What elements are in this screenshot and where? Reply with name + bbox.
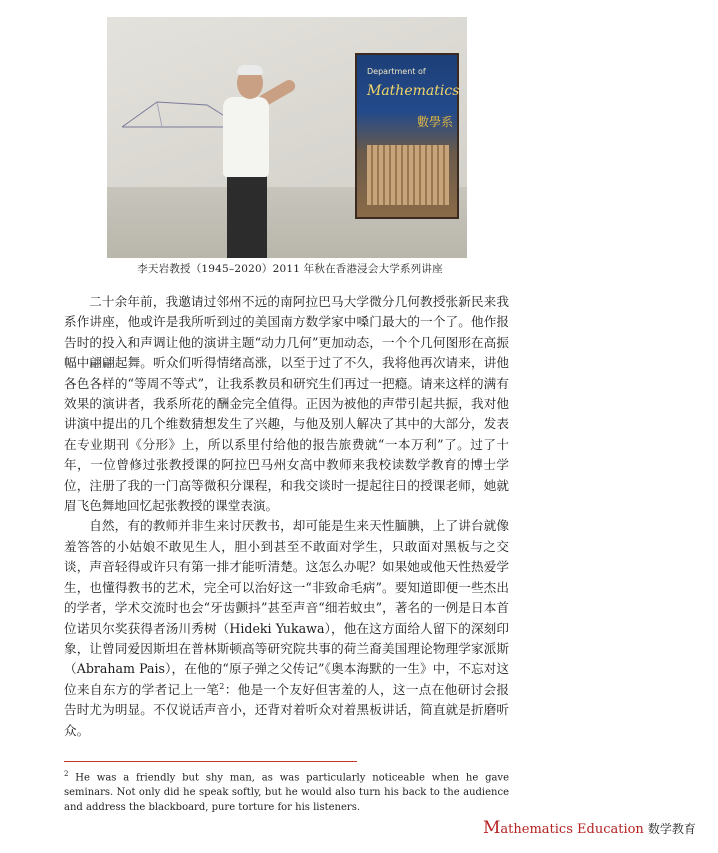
footnote-text: He was a friendly but shy man, as was particularly noticeable when he gave seminars. Not only did he speak softly, but he would also turn his back to the audience and address the blackboard, pure torture for his listeners.: [64, 772, 509, 814]
paragraph-2-text-b: ：他是一个友好但害羞的人，这一点在他研讨会报告时尤为明显。不仅说话声音小，还背对着听众对着黑板讲话，简直就是折磨听众。: [64, 681, 510, 738]
footnote-divider: [64, 761, 357, 762]
photo-caption: 李天岩教授（1945–2020）2011 年秋在香港浸会大学系列讲座: [137, 263, 443, 275]
footer-title: athematics Education: [500, 822, 644, 837]
lecture-photo: [107, 17, 467, 258]
footnote-mark: 2: [64, 770, 69, 778]
poster-line3: 數學系: [417, 115, 454, 129]
journal-footer: [483, 818, 696, 838]
paragraph-1: 二十余年前，我邀请过邻州不远的南阿拉巴马大学微分几何教授张新民来我系作讲座，他或许是我所听到过的美国南方数学家中嗓门最大的一个了。他作报告时的投入和声调让他的演讲主题“动力几何”更加动态，一个个几何图形在高振幅中翩翩起舞。听众们听得情绪高涨，以至于过了不久，我将他再次请来，讲他各色各样的“等周不等式”，让我系教员和研究生们再过一把瘾。请来这样的满有效果的演讲者，我系所花的酬金完全值得。正因为被他的声带引起共振，我对他讲演中提出的几个维数猜想发生了兴趣，与他及别人解决了其中的大部分，发表在专业期刊《分形》上，所以系里付给他的报告旅费就“一本万利”了。过了十年，一位曾修过张教授课的阿拉巴马州女高中教师来我校读数学教育的博士学位，注册了我的一门高等微积分课程，和我交谈时一提起往日的授课老师，她就眉飞色舞地回忆起张教授的课堂表演。: [64, 294, 509, 514]
poster-building: [367, 145, 449, 205]
paragraph-2: [64, 516, 509, 740]
footer-initial: M: [483, 818, 501, 838]
lecturer-figure: [217, 67, 287, 258]
department-poster: [357, 55, 460, 217]
paragraph-2-text-a: 自然，有的教师并非生来讨厌教书，却可能是生来天性腼腆，上了讲台就像羞答答的小姑娘不敢见生人，胆小到甚至不敢面对学生，只敢面对黑板与之交谈，声音轻得或许只有第一排才能听清楚。这怎么办呢？如果她或他天性热爱学生，也懂得教书的艺术，完全可以治好这一“非致命毛病”。要知道即便一些杰出的学者，学术交流时也会“牙齿颤抖”甚至声音“细若蚊虫”，著名的一例是日本首位诺贝尔奖获得者汤川秀树（Hideki Yukawa），他在这方面给人留下的深刻印象，让曾同爱因斯坦在普林斯顿高等研究院共事的荷兰裔美国理论物理学家派斯（Abraham Pais），在他的“原子弹之父传记”《奥本海默的一生》中，不忘对这位来自东方的学者记上一笔: [64, 518, 509, 697]
footer-title-cn: 数学教育: [647, 822, 696, 836]
poster-line2: Mathematics: [367, 83, 460, 99]
footnote-ref[interactable]: 2: [219, 681, 225, 691]
footnote: [64, 767, 509, 815]
poster-line1: Department of: [367, 67, 426, 76]
article-body: [64, 292, 509, 741]
